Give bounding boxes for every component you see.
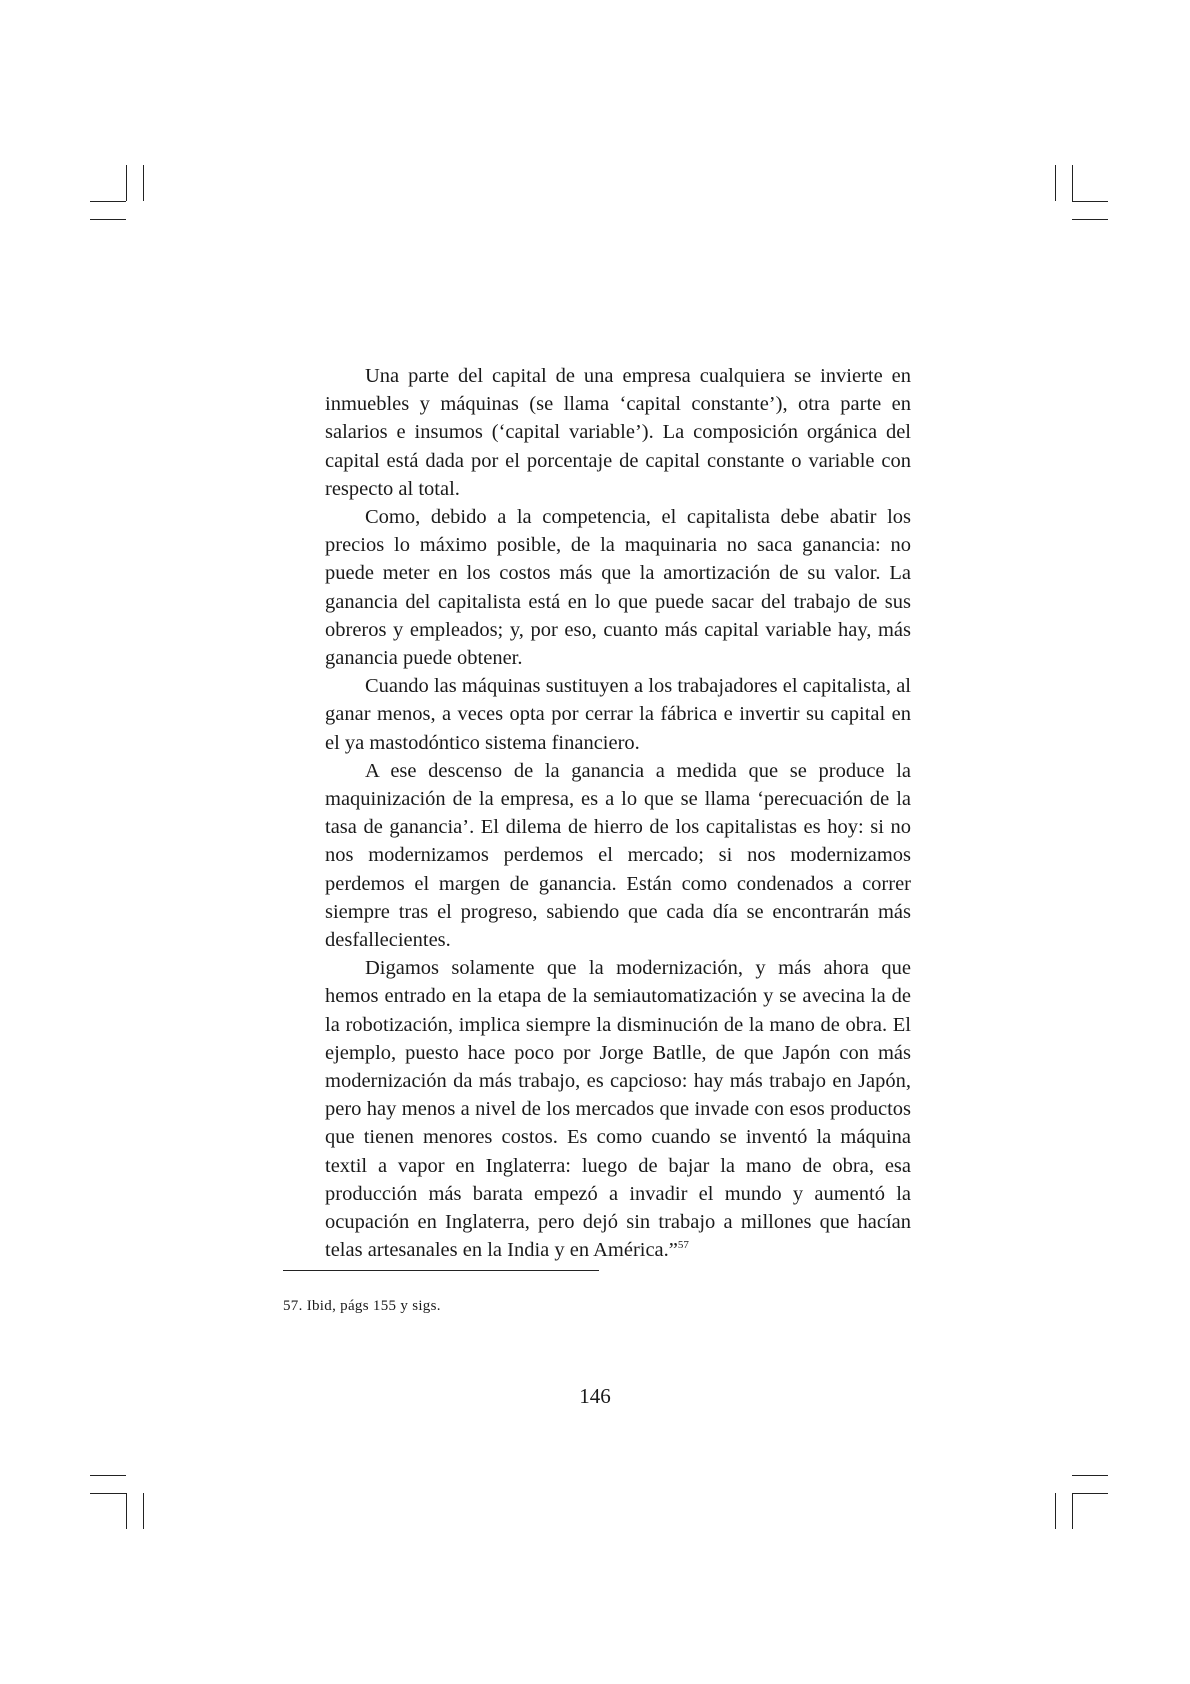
paragraph: A ese descenso de la ganancia a medida que se produce la maquinización de la empresa, es a lo que se llama ‘perecuación de la tasa de ganancia’. El dilema de hierro de los capitalistas es hoy: si no nos modernizamos perdemos el mercado; si nos modernizamos perdemos el margen de ganancia. Están como condenados a correr siempre tras el progreso, sabiendo que cada día se encontrarán más desfallecientes. — [325, 759, 911, 952]
crop-mark — [1072, 165, 1073, 201]
crop-mark — [1055, 1493, 1056, 1529]
crop-mark — [1072, 201, 1108, 202]
crop-mark — [126, 1493, 127, 1529]
crop-mark — [1072, 1493, 1108, 1494]
crop-mark — [143, 1493, 144, 1529]
paragraph: Cuando las máquinas sustituyen a los trabajadores el capitalista, al ganar menos, a veces opta por cerrar la fábrica e invertir su capital en el ya mastodóntico sistema financiero. — [325, 675, 911, 754]
crop-mark — [90, 1493, 126, 1494]
crop-mark — [1072, 1493, 1073, 1529]
crop-mark — [143, 165, 144, 201]
crop-mark — [1055, 165, 1056, 201]
footnote-reference: 57 — [677, 1239, 689, 1252]
footnote-divider — [283, 1270, 599, 1271]
footnote: 57. Ibid, págs 155 y sigs. — [283, 1298, 441, 1314]
paragraph: Una parte del capital de una empresa cualquiera se invierte en inmuebles y máquinas (se llama ‘capital constante’), otra parte en salarios e insumos (‘capital variable’). La composición orgánica del capital está dada por el porcentaje de capital constante o variable con respecto al total. — [325, 365, 911, 500]
crop-mark — [90, 219, 126, 220]
page-number: 146 — [579, 1384, 611, 1408]
paragraph-text: Digamos solamente que la modernización, y más ahora que hemos entrado en la etapa de la semiautomatización y se avecina la de la robotización, implica siempre la disminución de la mano de obra. El ejemplo, puesto hace poco por Jorge Batlle, de que Japón con más modernización da más trabajo, es capcioso: hay más trabajo en Japón, pero hay menos a nivel de los mercados que invade con esos productos que tienen menores costos. Es como cuando se inventó la máquina textil a vapor en Inglaterra: luego de bajar la mano de obra, esa producción más barata empezó a invadir el mundo y aumentó la ocupación en Inglaterra, pero dejó sin trabajo a millones que hacían telas artesanales en la India y en América.” — [325, 957, 911, 1262]
paragraph — [325, 954, 911, 1264]
crop-mark — [90, 1475, 126, 1476]
paragraph: Como, debido a la competencia, el capitalista debe abatir los precios lo máximo posible, de la maquinaria no saca ganancia: no puede meter en los costos más que la amortización de su valor. La ganancia del capitalista está en lo que puede sacar del trabajo de sus obreros y empleados; y, por eso, cuanto más capital variable hay, más ganancia puede obtener. — [325, 506, 911, 670]
crop-mark — [1072, 1475, 1108, 1476]
crop-mark — [1072, 219, 1108, 220]
body-text — [325, 362, 911, 1265]
crop-mark — [126, 165, 127, 201]
crop-mark — [90, 201, 126, 202]
